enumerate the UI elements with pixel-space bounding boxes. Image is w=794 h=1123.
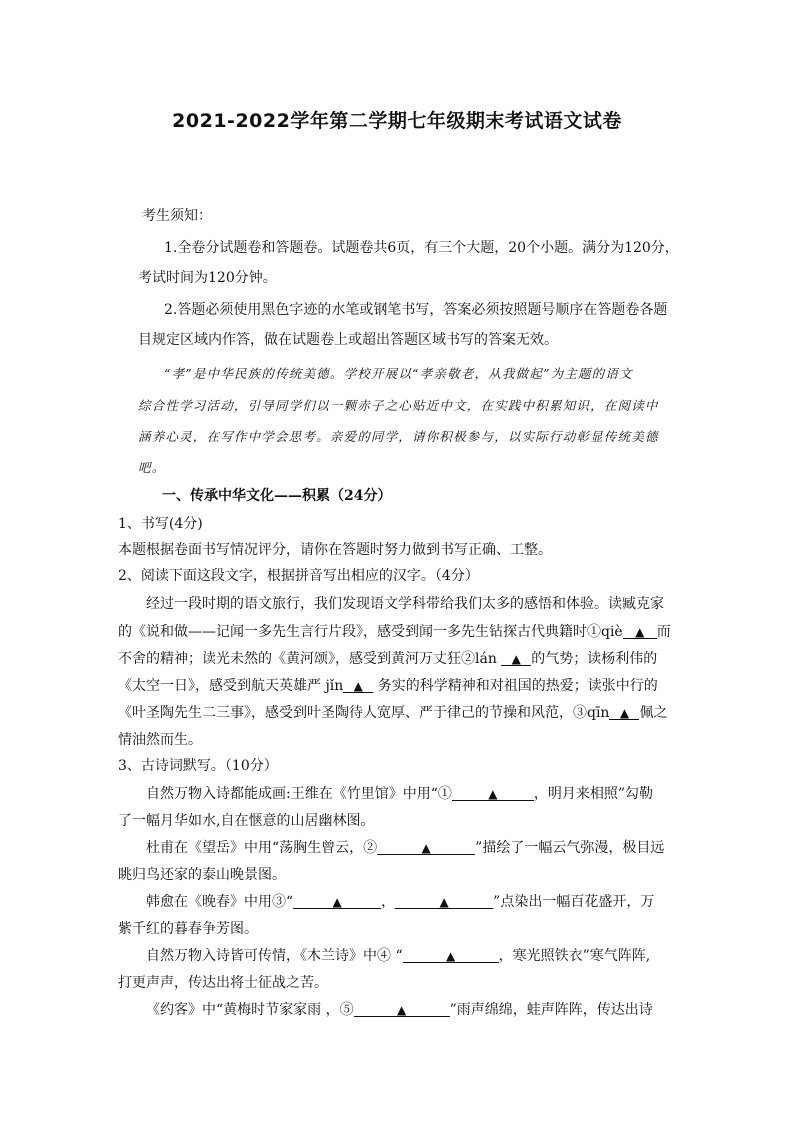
q3-p3-tail: ”点染出一幅百花盛开，万	[493, 894, 655, 910]
blank-marker-triangle: ▲	[421, 841, 431, 855]
notice-item-2-cont: 目规定区域内作答，做在试题卷上或超出答题区域书写的答案无效。	[138, 332, 558, 348]
q2-heading: 2、阅读下面这段文字，根据拼音写出相应的汉字。（4分）	[118, 568, 479, 584]
q3-p3-text: 韩愈在《晚春》中用③“	[146, 894, 294, 910]
q1-body: 本题根据卷面书写情况评分，请你在答题时努力做到书写正确、工整。	[118, 542, 552, 558]
q3-p1-text: 自然万物入诗都能成画:王维在《竹里馆》中用“①	[146, 786, 452, 802]
q2-line-3	[118, 649, 657, 669]
notice-item-1-cont: 考试时间为120分钟。	[138, 270, 277, 286]
blank-marker-triangle: ▲	[488, 787, 498, 801]
blank-marker-triangle: ▲	[445, 949, 456, 963]
q2-line-2	[118, 622, 671, 642]
q2-line-2-tail: 而	[656, 624, 671, 640]
q3-para-5	[146, 1000, 653, 1020]
q3-p4-tail: ，寒光照铁衣”寒气阵阵,	[498, 948, 651, 964]
notice-item-2: 2.答题必须使用黑色字迹的水笔或钢笔书写，答案必须按照题号顺序在答题卷各题	[164, 302, 668, 318]
blank-marker-triangle: ▲	[511, 652, 521, 666]
answer-blank[interactable]	[403, 946, 499, 963]
q2-line-1: 经过一段时期的语文旅行，我们发现语文学科带给我们太多的感悟和体验。读臧克家	[146, 596, 664, 612]
answer-blank[interactable]	[343, 676, 373, 693]
q3-para-2-cont: 眺归鸟还家的泰山晚景图。	[118, 867, 286, 883]
answer-blank[interactable]	[395, 892, 493, 909]
q3-para-4-cont: 打更声声，传达出将士征战之苦。	[118, 975, 328, 991]
q2-line-3-tail: 的气势；读杨利伟的	[531, 651, 658, 667]
notice-item-1: 1.全卷分试题卷和答题卷。试题卷共6页，有三个大题，20个小题。满分为120分，	[164, 240, 679, 256]
blank-marker-triangle: ▲	[396, 1003, 407, 1017]
answer-blank[interactable]	[623, 622, 657, 639]
q3-para-4	[146, 946, 650, 966]
q3-p2-text: 杜甫在《望岳》中用“荡胸生曾云，②	[146, 840, 378, 856]
answer-blank[interactable]	[377, 838, 475, 855]
q3-para-2	[146, 838, 664, 858]
page-title: 2021-2022学年第二学期七年级期末考试语文试卷	[172, 110, 622, 132]
q1-heading: 1、书写(4分)	[118, 516, 203, 532]
blank-marker-triangle: ▲	[635, 625, 645, 639]
q3-heading: 3、古诗词默写。（10分）	[118, 758, 278, 774]
answer-blank[interactable]	[452, 784, 534, 801]
q3-p4-text: 自然万物入诗皆可传情，《木兰诗》中④ “	[146, 948, 403, 964]
blank-marker-triangle: ▲	[353, 679, 363, 693]
q3-p2-tail: ”描绘了一幅云气弥漫，极目远	[475, 840, 665, 856]
q3-p5-text: 《约客》中“黄梅时节家家雨 ，⑤	[146, 1002, 354, 1018]
blank-marker-triangle: ▲	[439, 895, 449, 909]
intro-line-4: 吧。	[138, 460, 166, 475]
section-1-heading: 一、传承中华文化——积累（24分）	[162, 488, 392, 504]
q2-line-5	[118, 703, 667, 723]
q3-para-1-cont: 了一幅月华如水,自在惬意的山居幽林图。	[118, 813, 375, 829]
blank-marker-triangle: ▲	[332, 895, 342, 909]
answer-blank[interactable]	[501, 649, 531, 666]
q3-p5-tail: ”雨声绵绵，蛙声阵阵，传达出诗	[449, 1002, 653, 1018]
q3-para-3-cont: 紫千红的暮春争芳图。	[118, 921, 258, 937]
intro-line-1: “孝”是中华民族的传统美德。学校开展以“孝亲敬老，从我做起”为主题的语文	[164, 366, 633, 381]
q3-para-1	[146, 784, 653, 804]
q2-line-4	[118, 676, 658, 696]
notice-heading: 考生须知：	[142, 208, 212, 224]
q2-line-4-text: 《太空一日》，感受到航天英雄严 jǐn	[118, 678, 344, 694]
q2-line-3-text: 不舍的精神；读光未然的《黄河颂》，感受到黄河万丈狂②lán	[118, 651, 497, 667]
q3-p1-tail: ，明月来相照”勾勒	[533, 786, 654, 802]
blank-marker-triangle: ▲	[619, 706, 630, 720]
answer-blank[interactable]	[609, 703, 639, 720]
q2-line-5-tail: 佩之	[639, 705, 668, 721]
answer-blank[interactable]	[293, 892, 381, 909]
answer-blank[interactable]	[354, 1000, 450, 1017]
q2-line-6: 情油然而生。	[118, 732, 202, 748]
q2-line-2-text: 的《说和做——记闻一多先生言行片段》，感受到闻一多先生钻探古代典籍时①qiè	[118, 624, 623, 640]
intro-line-2: 综合性学习活动，引导同学们以一颗赤子之心贴近中文，在实践中积累知识，在阅读中	[138, 398, 659, 413]
q3-para-3	[146, 892, 654, 912]
q2-line-5-text: 《叶圣陶先生二三事》，感受到叶圣陶待人宽厚、严于律己的节操和风范，③qīn	[118, 705, 610, 721]
intro-line-3: 涵养心灵，在写作中学会思考。亲爱的同学，请你积极参与，以实际行动彰显传统美德	[138, 429, 659, 444]
q2-line-4-tail: 务实的科学精神和对祖国的热爱；读张中行的	[377, 678, 658, 694]
q3-p3-comma: ，	[381, 894, 396, 910]
